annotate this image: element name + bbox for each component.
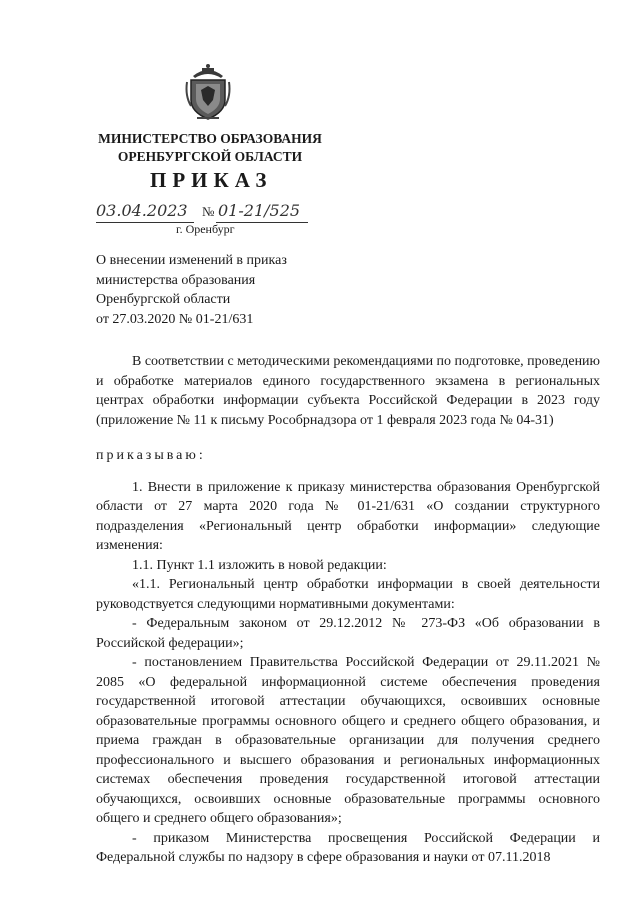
city-label: г. Оренбург <box>176 222 235 236</box>
handwritten-number: 01-21/525 <box>218 201 301 220</box>
order-subject <box>96 251 346 329</box>
subject-line-3: Оренбургской области <box>96 292 231 307</box>
ministry-line-2: ОРЕНБУРГСКОЙ ОБЛАСТИ <box>117 149 303 164</box>
ministry-name <box>96 130 324 166</box>
order-word: приказываю: <box>96 448 206 463</box>
item-1-paragraph: 1. Внести в приложение к приказу министерства образования Оренбургской области от 27 марта 2020 года № 01-21/631 «О создании структурного подразделения «Региональный центр обработки информации» следующие изменения: <box>96 479 600 553</box>
bullet-law-paragraph: - Федеральным законом от 29.12.2012 № 273-ФЗ «Об образовании в Российской федерации»; <box>96 616 600 651</box>
number-label: № <box>202 204 215 219</box>
subject-line-4: от 27.03.2020 № 01-21/631 <box>96 311 254 327</box>
quote-intro-paragraph: «1.1. Региональный центр обработки информации в своей деятельности руководствуется следующими нормативными документами: <box>96 577 600 612</box>
order-body <box>96 352 600 868</box>
subject-line-1: О внесении изменений в приказ <box>96 253 287 268</box>
coat-of-arms-icon <box>183 62 233 122</box>
item-1-1-paragraph: 1.1. Пункт 1.1 изложить в новой редакции: <box>132 557 387 573</box>
bullet-resolution-paragraph: - постановлением Правительства Российской Федерации от 29.11.2021 № 2085 «О федеральной информационной системе обеспечения проведения государственной итоговой аттестации обучающихся, освоивших основные образовательные программы основного общего и среднего общего образования, и приема граждан в образовательные организации для получения среднего профессионального и высшего образования и региональных информационных системах обеспечения проведения государственной итоговой аттестации обучающихся, освоивших основные образовательные программы основного общего и среднего общего образования»; <box>96 655 600 826</box>
ministry-line-1: МИНИСТЕРСТВО ОБРАЗОВАНИЯ <box>98 131 322 146</box>
date-number-line <box>96 201 311 223</box>
preamble-paragraph: В соответствии с методическими рекомендациями по подготовке, проведению и обработке материалов единого государственного экзамена в региональных центрах обработки информации субъекта Российской Федерации в 2023 году (приложение № 11 к письму Рособрнадзора от 1 февраля 2023 года № 04-31) <box>96 354 601 428</box>
handwritten-date: 03.04.2023 <box>96 201 188 220</box>
bullet-order-paragraph: - приказом Министерства просвещения Российской Федерации и Федеральной службы по надзору в сфере образования и науки от 07.11.2018 <box>96 830 600 865</box>
document-type-title: ПРИКАЗ <box>150 168 273 192</box>
subject-line-2: министерства образования <box>96 272 256 288</box>
